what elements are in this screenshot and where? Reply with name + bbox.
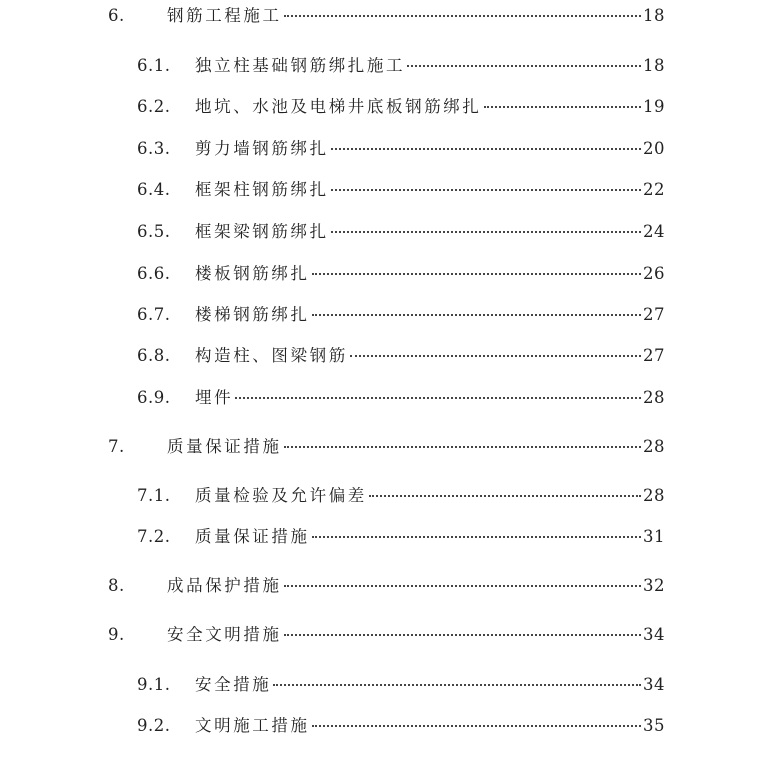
- toc-entry[interactable]: [0, 573, 780, 599]
- toc-entry-page: 31: [643, 527, 665, 546]
- toc-entry[interactable]: [0, 261, 780, 287]
- toc-entry-title: 质量保证措施: [195, 527, 310, 546]
- toc-entry-number: 7.2.: [137, 527, 171, 546]
- toc-entry-page: 32: [643, 576, 665, 595]
- toc-entry-page: 28: [643, 437, 665, 456]
- toc-entry-page: 24: [643, 222, 665, 241]
- toc-entry-number: 6.5.: [137, 222, 171, 241]
- toc-entry-title: 安全措施: [195, 675, 272, 694]
- toc-entry[interactable]: [0, 672, 780, 698]
- toc-entry-number: 9.2.: [137, 716, 171, 735]
- dot-leader: [407, 65, 641, 67]
- toc-entry-number: 9.: [108, 625, 125, 644]
- toc-entry-title: 剪力墙钢筋绑扎: [195, 139, 329, 158]
- toc-entry-title: 构造柱、图梁钢筋: [195, 346, 348, 365]
- dot-leader: [284, 585, 641, 587]
- toc-entry-title: 埋件: [195, 388, 234, 407]
- dot-leader: [284, 15, 641, 17]
- toc-entry[interactable]: [0, 3, 780, 29]
- dot-leader: [284, 446, 641, 448]
- dot-leader: [312, 725, 641, 727]
- toc-entry[interactable]: [0, 53, 780, 79]
- toc-entry-number: 7.: [108, 437, 125, 456]
- toc-entry-title: 地坑、水池及电梯井底板钢筋绑扎: [195, 97, 482, 116]
- dot-leader: [484, 106, 642, 108]
- toc-entry[interactable]: [0, 177, 780, 203]
- toc-entry[interactable]: [0, 343, 780, 369]
- toc-entry[interactable]: [0, 713, 780, 739]
- toc-entry-title: 钢筋工程施工: [167, 6, 282, 25]
- toc-entry-number: 6.4.: [137, 180, 171, 199]
- toc-entry-title: 安全文明措施: [167, 625, 282, 644]
- dot-leader: [312, 273, 641, 275]
- dot-leader: [284, 634, 641, 636]
- toc-entry-page: 19: [643, 97, 665, 116]
- dot-leader: [235, 397, 641, 399]
- toc-entry-page: 18: [643, 56, 665, 75]
- toc-entry-page: 34: [643, 675, 665, 694]
- toc-entry[interactable]: [0, 219, 780, 245]
- toc-entry-page: 28: [643, 388, 665, 407]
- toc-entry-title: 框架柱钢筋绑扎: [195, 180, 329, 199]
- toc-entry-title: 独立柱基础钢筋绑扎施工: [195, 56, 406, 75]
- toc-entry-page: 26: [643, 264, 665, 283]
- toc-entry-number: 6.3.: [137, 139, 171, 158]
- toc-entry-title: 质量检验及允许偏差: [195, 486, 367, 505]
- toc-entry-title: 文明施工措施: [195, 716, 310, 735]
- dot-leader: [273, 684, 641, 686]
- dot-leader: [331, 189, 641, 191]
- toc-entry-title: 框架梁钢筋绑扎: [195, 222, 329, 241]
- toc-entry-number: 7.1.: [137, 486, 171, 505]
- dot-leader: [369, 495, 641, 497]
- toc-entry-number: 9.1.: [137, 675, 171, 694]
- toc-entry-page: 35: [643, 716, 665, 735]
- toc-entry-number: 6.2.: [137, 97, 171, 116]
- dot-leader: [331, 148, 641, 150]
- toc-entry-page: 18: [643, 6, 665, 25]
- dot-leader: [312, 536, 641, 538]
- toc-entry[interactable]: [0, 434, 780, 460]
- toc-entry-number: 6.6.: [137, 264, 171, 283]
- toc-entry[interactable]: [0, 524, 780, 550]
- toc-entry-title: 质量保证措施: [167, 437, 282, 456]
- dot-leader: [350, 355, 641, 357]
- toc-entry-number: 6.: [108, 6, 125, 25]
- toc-entry[interactable]: [0, 385, 780, 411]
- toc-entry[interactable]: [0, 136, 780, 162]
- toc-entry-title: 成品保护措施: [167, 576, 282, 595]
- toc-entry-page: 27: [643, 305, 665, 324]
- toc-entry-number: 6.7.: [137, 305, 171, 324]
- toc-entry-page: 28: [643, 486, 665, 505]
- toc-entry[interactable]: [0, 302, 780, 328]
- toc-entry-title: 楼梯钢筋绑扎: [195, 305, 310, 324]
- toc-entry-number: 6.1.: [137, 56, 171, 75]
- dot-leader: [331, 231, 641, 233]
- toc-entry-number: 8.: [108, 576, 125, 595]
- toc-entry[interactable]: [0, 94, 780, 120]
- toc-entry-page: 20: [643, 139, 665, 158]
- toc-entry-page: 27: [643, 346, 665, 365]
- toc-entry-page: 22: [643, 180, 665, 199]
- dot-leader: [312, 314, 641, 316]
- toc-entry[interactable]: [0, 622, 780, 648]
- toc-entry[interactable]: [0, 483, 780, 509]
- toc-entry-number: 6.8.: [137, 346, 171, 365]
- toc-entry-title: 楼板钢筋绑扎: [195, 264, 310, 283]
- toc-entry-number: 6.9.: [137, 388, 171, 407]
- toc-entry-page: 34: [643, 625, 665, 644]
